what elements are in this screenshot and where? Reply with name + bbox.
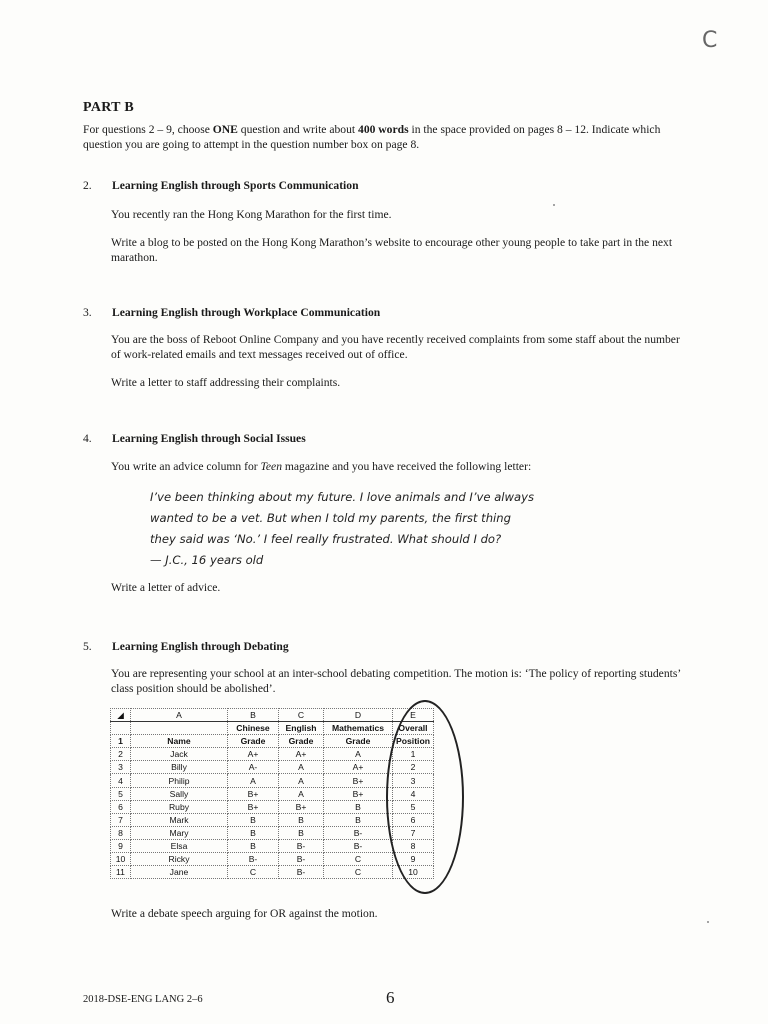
table-row — [111, 866, 434, 879]
grade-cell: B — [228, 826, 279, 839]
header-cell: Chinese — [228, 722, 279, 735]
grade-cell: A — [279, 761, 324, 774]
grade-cell: C — [324, 853, 393, 866]
grade-cell: A — [279, 774, 324, 787]
grade-cell: B- — [279, 839, 324, 852]
intro-bold-words: 400 words — [358, 123, 409, 136]
header-cell: Mathematics — [324, 722, 393, 735]
question-2-number: 2. — [83, 179, 92, 192]
part-title: PART B — [83, 100, 134, 115]
magazine-name: Teen — [260, 460, 282, 473]
row-number: 5 — [111, 787, 131, 800]
grade-cell: B- — [324, 826, 393, 839]
student-name-cell: Jack — [131, 748, 228, 761]
header-cell: Name — [131, 735, 228, 748]
row-number: 10 — [111, 853, 131, 866]
student-name-cell: Sally — [131, 787, 228, 800]
position-cell: 10 — [393, 866, 434, 879]
student-name-cell: Mark — [131, 813, 228, 826]
letter-signature: — J.C., 16 years old — [150, 553, 264, 567]
table-row — [111, 853, 434, 866]
position-cell: 2 — [393, 761, 434, 774]
header-row-top — [111, 722, 434, 735]
row-number: 1 — [111, 735, 131, 748]
part-instructions — [83, 122, 693, 152]
student-name-cell: Mary — [131, 826, 228, 839]
table-row — [111, 761, 434, 774]
grade-cell: B- — [279, 853, 324, 866]
header-cell: Grade — [279, 735, 324, 748]
grade-cell: A- — [228, 761, 279, 774]
position-cell: 8 — [393, 839, 434, 852]
grade-cell: A+ — [279, 748, 324, 761]
grade-cell: B+ — [279, 800, 324, 813]
question-5-paragraph-2: Write a debate speech arguing for OR against the motion. — [111, 907, 378, 920]
question-5-number: 5. — [83, 640, 92, 653]
student-name-cell: Ricky — [131, 853, 228, 866]
grade-cell: C — [324, 866, 393, 879]
column-letter: C — [279, 709, 324, 722]
column-letter-row — [111, 709, 434, 722]
grade-cell: B — [324, 800, 393, 813]
grade-cell: B- — [279, 866, 324, 879]
position-cell: 3 — [393, 774, 434, 787]
row-number: 9 — [111, 839, 131, 852]
header-cell: Grade — [228, 735, 279, 748]
student-name-cell: Elsa — [131, 839, 228, 852]
position-cell: 4 — [393, 787, 434, 800]
grade-cell: B+ — [228, 787, 279, 800]
question-4-intro-1: You write an advice column for — [111, 460, 261, 473]
row-number: 4 — [111, 774, 131, 787]
question-3-number: 3. — [83, 306, 92, 319]
question-4-closing: Write a letter of advice. — [111, 581, 221, 594]
table-row — [111, 748, 434, 761]
intro-text-2: question and write about — [237, 123, 359, 136]
position-cell: 1 — [393, 748, 434, 761]
position-cell: 9 — [393, 853, 434, 866]
table-row — [111, 839, 434, 852]
table-row — [111, 774, 434, 787]
intro-text-3: in the space provided on pages 8 – 12. Indicate which question you are going to attempt in the question number box on page 8. — [83, 123, 661, 151]
letter-line: wanted to be a vet. But when I told my parents, the first thing — [150, 511, 511, 525]
grade-cell: A — [279, 787, 324, 800]
exam-code: 2018-DSE-ENG LANG 2–6 — [83, 994, 203, 1005]
position-cell: 6 — [393, 813, 434, 826]
grade-cell: C — [228, 866, 279, 879]
grade-cell: B — [279, 826, 324, 839]
grade-cell: A+ — [324, 761, 393, 774]
grade-cell: B+ — [228, 800, 279, 813]
question-4-intro — [111, 459, 691, 474]
scan-speck — [553, 204, 555, 206]
grade-cell: B — [324, 813, 393, 826]
column-letter: A — [131, 709, 228, 722]
row-number: 11 — [111, 866, 131, 879]
row-number: 8 — [111, 826, 131, 839]
grade-cell: B — [228, 813, 279, 826]
grade-cell: B — [228, 839, 279, 852]
grade-cell: B- — [228, 853, 279, 866]
table-row — [111, 813, 434, 826]
question-5-paragraph-1: You are representing your school at an inter-school debating competition. The motion is: ‘The policy of reporting students’ class position should be abolished’. — [111, 667, 681, 695]
header-cell: English — [279, 722, 324, 735]
row-number: 2 — [111, 748, 131, 761]
row-number: 6 — [111, 800, 131, 813]
question-2-title: Learning English through Sports Communication — [112, 179, 359, 192]
corner-mark: C — [702, 28, 718, 53]
letter-line: they said was ‘No.’ I feel really frustrated. What should I do? — [150, 532, 502, 546]
column-letter: E — [393, 709, 434, 722]
question-2-paragraph-2: Write a blog to be posted on the Hong Kong Marathon’s website to encourage other young people to take part in the next marathon. — [111, 236, 673, 264]
header-cell: Overall — [393, 722, 434, 735]
intro-bold-one: ONE — [212, 123, 238, 136]
scan-speck — [707, 921, 709, 923]
student-name-cell: Jane — [131, 866, 228, 879]
question-4-intro-2: magazine and you have received the following letter: — [282, 460, 532, 473]
grade-cell: A — [228, 774, 279, 787]
grade-cell: A+ — [228, 748, 279, 761]
select-all-corner: ◢ — [111, 709, 131, 722]
grade-cell: A — [324, 748, 393, 761]
header-row — [111, 735, 434, 748]
letter-line: I’ve been thinking about my future. I love animals and I’ve always — [150, 490, 535, 504]
column-letter: B — [228, 709, 279, 722]
table-row — [111, 800, 434, 813]
student-name-cell: Ruby — [131, 800, 228, 813]
position-cell: 5 — [393, 800, 434, 813]
grade-cell: B- — [324, 839, 393, 852]
grade-cell: B — [279, 813, 324, 826]
table-row — [111, 826, 434, 839]
question-3-paragraph-1: You are the boss of Reboot Online Company and you have recently received complaints from some staff about the number of work-related emails and text messages received out of office. — [111, 333, 680, 361]
handwritten-letter — [150, 487, 590, 571]
question-4-title: Learning English through Social Issues — [112, 432, 306, 445]
grade-cell: B+ — [324, 787, 393, 800]
intro-text-1: For questions 2 – 9, choose — [83, 123, 213, 136]
question-3-title: Learning English through Workplace Communication — [112, 306, 381, 319]
grade-cell: B+ — [324, 774, 393, 787]
row-number: 7 — [111, 813, 131, 826]
header-cell: Position — [393, 735, 434, 748]
header-cell: Grade — [324, 735, 393, 748]
student-name-cell: Billy — [131, 761, 228, 774]
page-number: 6 — [386, 988, 395, 1007]
column-letter: D — [324, 709, 393, 722]
question-5-title: Learning English through Debating — [112, 640, 289, 653]
position-column-circle — [386, 700, 464, 894]
question-4-number: 4. — [83, 432, 92, 445]
question-2-paragraph-1: You recently ran the Hong Kong Marathon for the first time. — [111, 208, 392, 221]
position-cell: 7 — [393, 826, 434, 839]
row-number: 3 — [111, 761, 131, 774]
student-name-cell: Philip — [131, 774, 228, 787]
question-3-paragraph-2: Write a letter to staff addressing their complaints. — [111, 376, 341, 389]
